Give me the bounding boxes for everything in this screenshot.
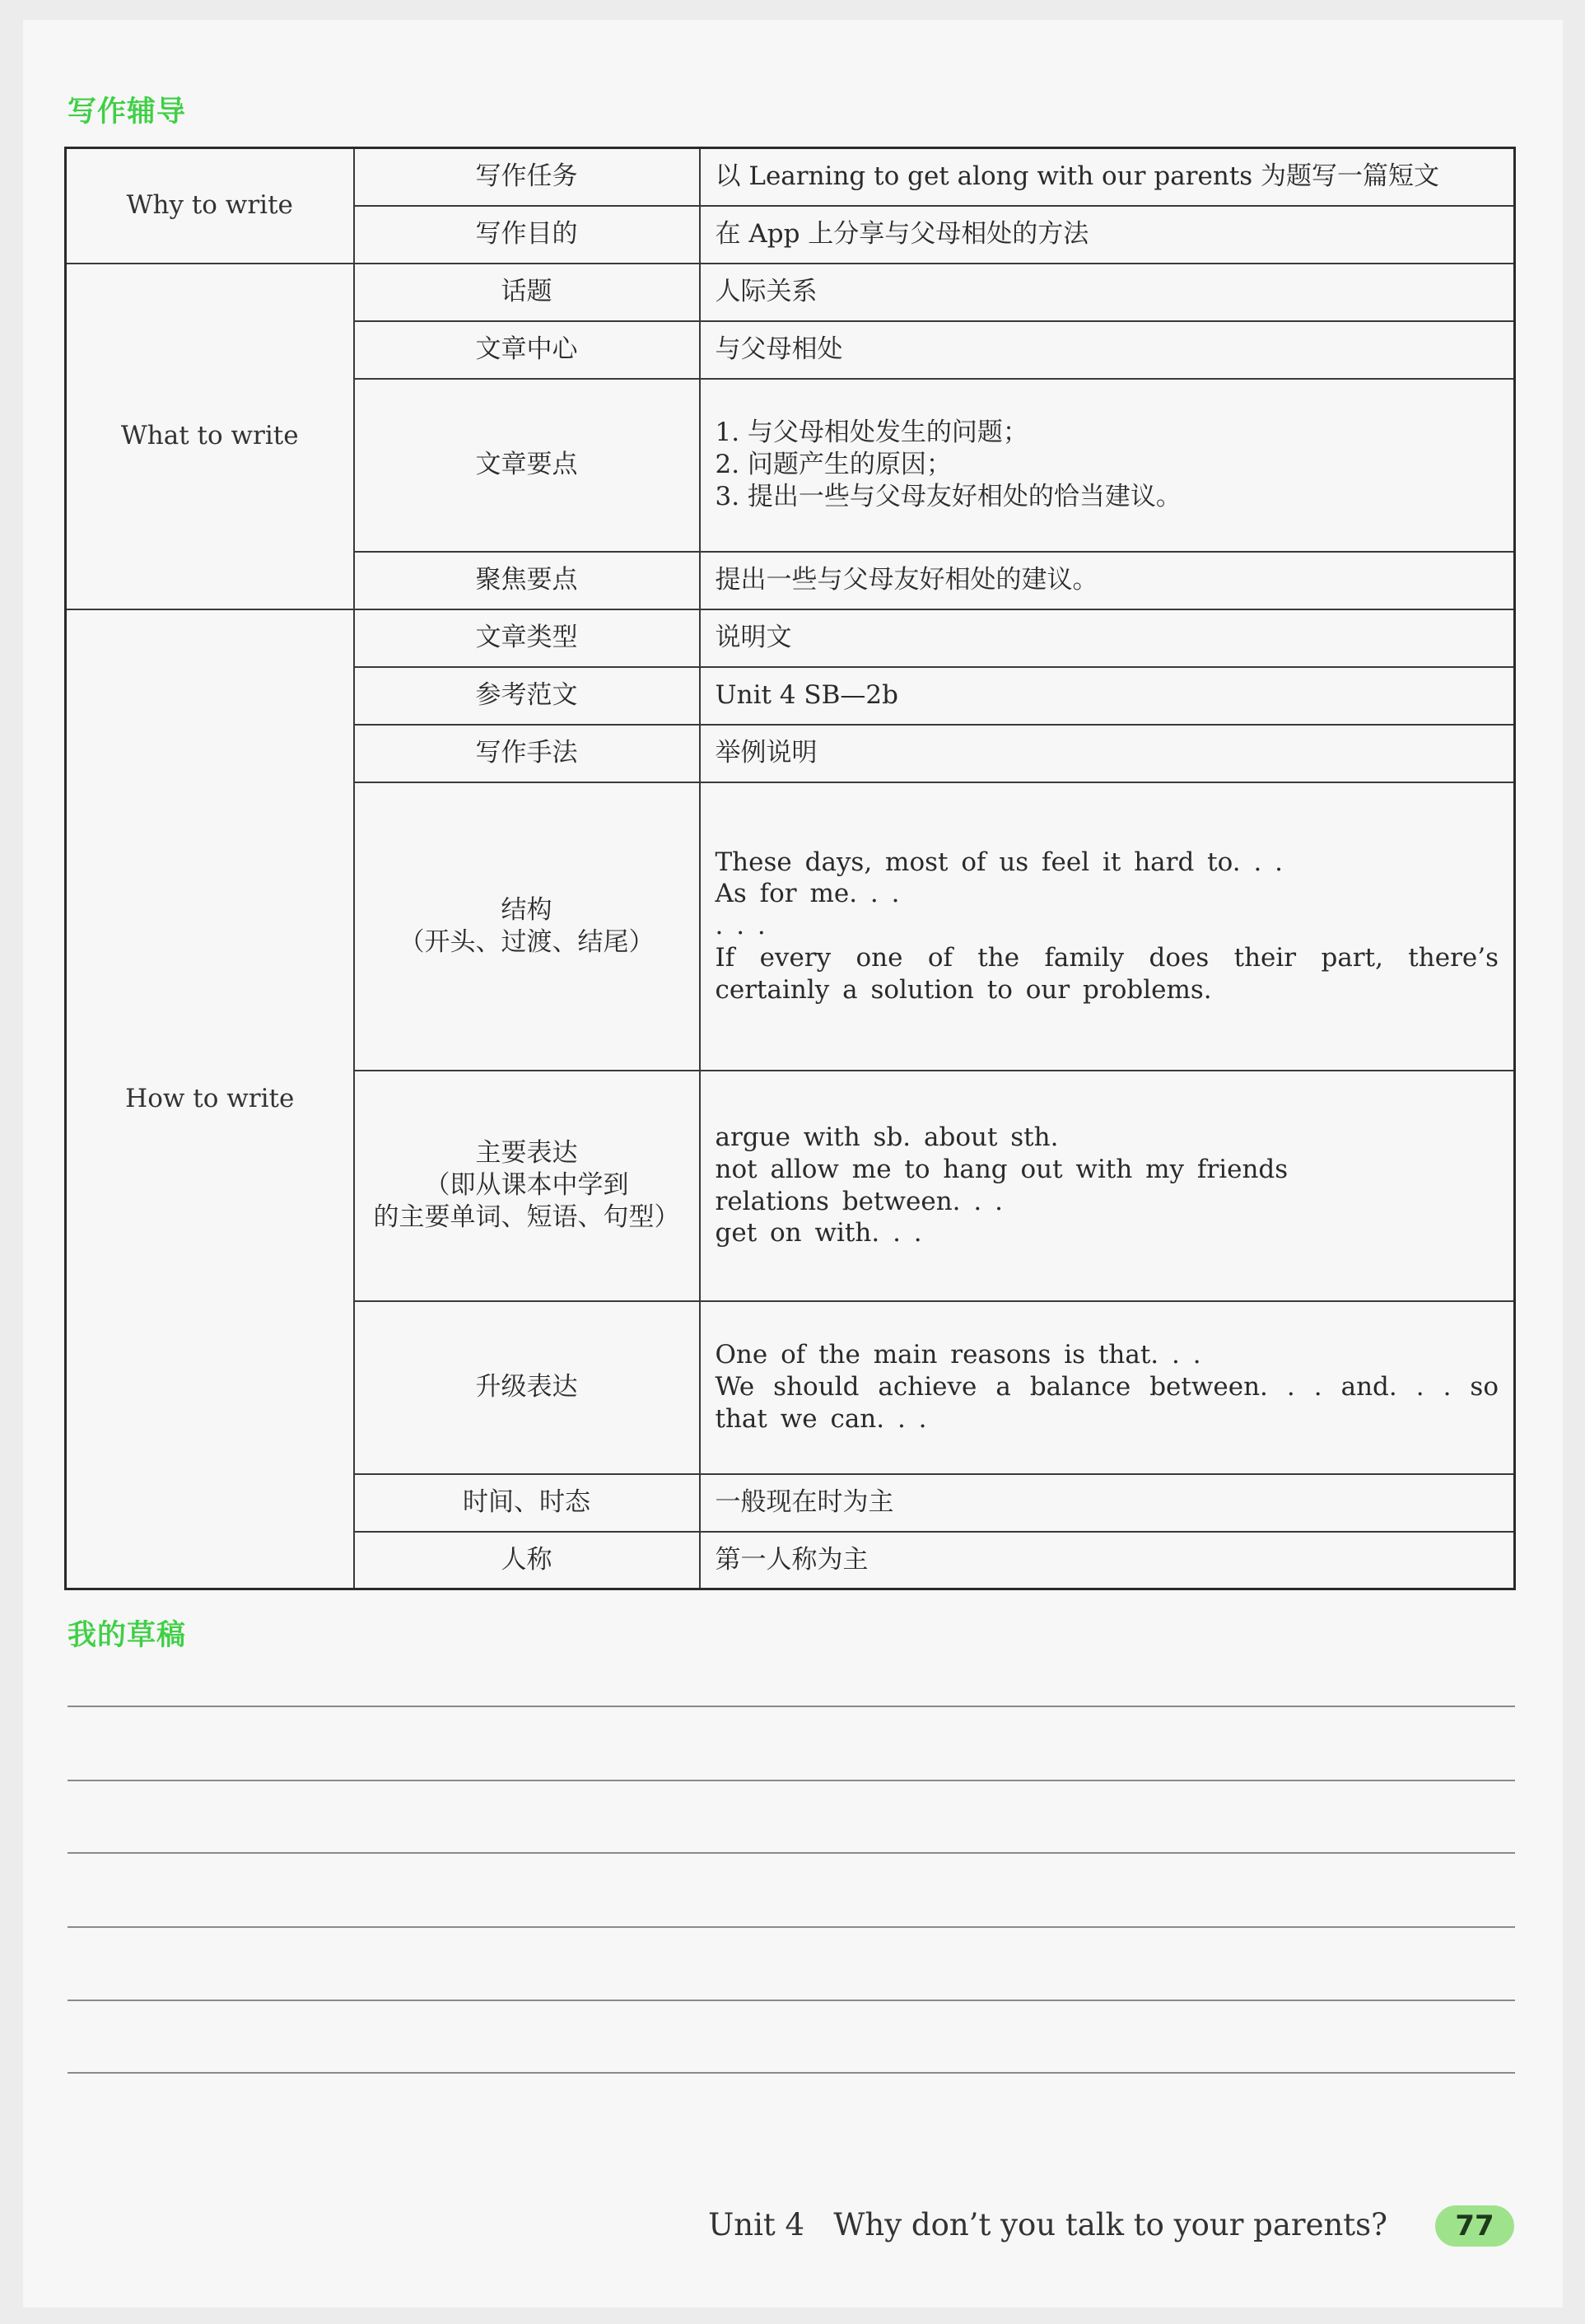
item-label-structure: [354, 782, 700, 1071]
list-item: 1. 与父母相处发生的问题；: [715, 418, 1028, 448]
list-item: 3. 提出一些与父母友好相处的恰当建议。: [715, 481, 1182, 511]
table-row: [66, 264, 1515, 321]
item-label: 话题: [354, 264, 700, 321]
item-value: 说明文: [700, 609, 1515, 667]
item-label: 写作目的: [354, 206, 700, 264]
item-sublabel: （开头、过渡、结尾）: [399, 926, 655, 957]
list-item: argue with sb. about sth.: [715, 1122, 1059, 1152]
section-title-writing-guide: 写作辅导: [68, 96, 187, 128]
list-item: If every one of the family does their part, there’s certainly a solution to our problems.: [715, 942, 1499, 1005]
draft-line[interactable]: [68, 1780, 1515, 1781]
item-label: 时间、时态: [354, 1474, 700, 1532]
item-sublabel: 的主要单词、短语、句型）: [373, 1202, 680, 1232]
item-label: 参考范文: [354, 667, 700, 725]
item-value: Unit 4 SB—2b: [700, 667, 1515, 725]
item-value: 一般现在时为主: [700, 1474, 1515, 1532]
draft-line[interactable]: [68, 2000, 1515, 2001]
item-value: 以 Learning to get along with our parents 为题写一篇短文: [700, 148, 1515, 206]
group-what-to-write: What to write: [66, 264, 354, 609]
item-value: 在 App 上分享与父母相处的方法: [700, 206, 1515, 264]
list-item: get on with. . .: [715, 1218, 922, 1248]
item-label: 写作任务: [354, 148, 700, 206]
footer-unit-title: Unit 4 Why don’t you talk to your parents?: [708, 2207, 1387, 2242]
item-value-list: [700, 379, 1515, 552]
item-label: 聚焦要点: [354, 552, 700, 609]
item-label: 文章类型: [354, 609, 700, 667]
draft-line[interactable]: [68, 2072, 1515, 2074]
list-item: not allow me to hang out with my friends: [715, 1154, 1289, 1184]
item-label: 文章中心: [354, 321, 700, 379]
item-value: 提出一些与父母友好相处的建议。: [700, 552, 1515, 609]
list-item: We should achieve a balance between. . . and. . . so that we can. . .: [715, 1372, 1499, 1434]
writing-guide-table: [64, 147, 1516, 1590]
item-value: 举例说明: [700, 725, 1515, 782]
draft-line[interactable]: [68, 1706, 1515, 1707]
item-value-list: [700, 1301, 1515, 1474]
item-label: 人称: [354, 1532, 700, 1589]
item-label: 升级表达: [354, 1301, 700, 1474]
table-row: [66, 609, 1515, 667]
item-label: 文章要点: [354, 379, 700, 552]
item-label: 写作手法: [354, 725, 700, 782]
item-value: 与父母相处: [700, 321, 1515, 379]
list-item: One of the main reasons is that. . .: [715, 1340, 1201, 1370]
draft-line[interactable]: [68, 1852, 1515, 1854]
list-item: . . .: [715, 911, 766, 941]
draft-line[interactable]: [68, 1926, 1515, 1928]
section-title-my-draft: 我的草稿: [68, 1619, 187, 1652]
group-how-to-write: How to write: [66, 609, 354, 1589]
list-item: These days, most of us feel it hard to. . .: [715, 847, 1284, 877]
item-label: 结构: [501, 894, 552, 925]
item-sublabel: （即从课本中学到: [424, 1170, 629, 1201]
list-item: 2. 问题产生的原因；: [715, 450, 952, 480]
item-label-expressions: [354, 1071, 700, 1301]
page-number-badge: 77: [1435, 2205, 1514, 2247]
table-row: [66, 148, 1515, 206]
list-item: As for me. . .: [715, 879, 900, 909]
list-item: relations between. . .: [715, 1186, 1003, 1216]
item-value-list: [700, 1071, 1515, 1301]
item-value-list: [700, 782, 1515, 1071]
item-label: 主要表达: [475, 1138, 578, 1169]
item-value: 人际关系: [700, 264, 1515, 321]
item-value: 第一人称为主: [700, 1532, 1515, 1589]
group-why-to-write: Why to write: [66, 148, 354, 264]
